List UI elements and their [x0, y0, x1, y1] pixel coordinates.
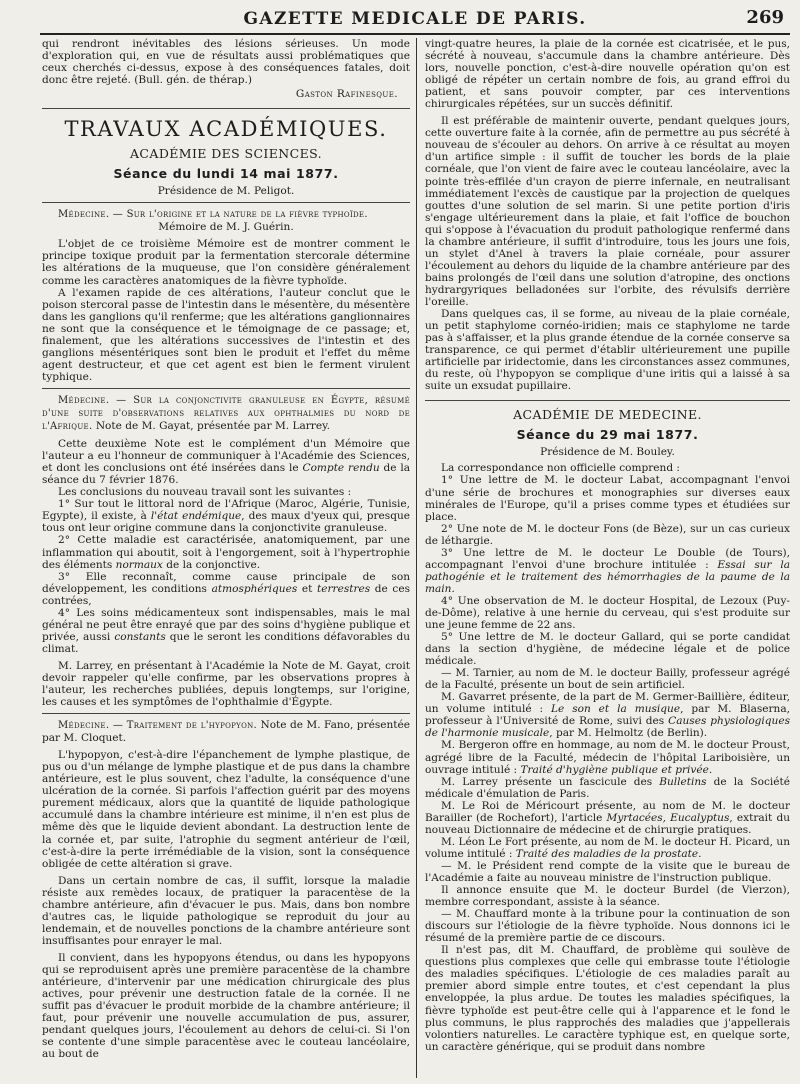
paragraph: Les conclusions du nouveau travail sont les suivantes :	[58, 486, 352, 499]
paragraph: 2° Cette maladie est caractérisée, anatomiquement, par une inflammation qui aboutit, soit à l'engorgement, soit à l'hypertrophie des éléments normaux de la conjonctive.	[42, 534, 410, 571]
paragraph: 1° Une lettre de M. le docteur Labat, accompagnant l'envoi d'une série de brochures et monographies sur diverses eaux minérales de l'Europe, qu'il a prises comme types et étudiées sur place.	[425, 474, 790, 523]
paragraph: 3° Elle reconnaît, comme cause principale de son développement, les conditions atmosphériques et terrestres de ces contrées,	[42, 570, 410, 607]
divider	[42, 388, 410, 389]
article-subheading: Note de M. Gayat, présentée par M. Larrey.	[95, 420, 330, 433]
paragraph: Il est préférable de maintenir ouverte, pendant quelques jours, cette ouverture faite à la cornée, afin de permettre au pus sécrété à nouveau de s'écouler au dehors. On arrive à ce résultat au moyen d'un artifice simple : il suffit de toucher les bords de la plaie cornéale, que l'on vient de faire avec le couteau lancéolaire, avec la pointe très-effilée d'un crayon de pierre infernale, en neutralisant immédiatement l'excès de caustique par la projection de quelques gouttes d'une solution de sel marin. Si une petite portion d'iris s'engage ultérieurement dans la plaie, et fait l'office de bouchon qui s'oppose à l'évacuation du produit pathologique renfermé dans la chambre antérieure, il suffit d'introduire, tous les jours une fois, un stylet d'Anel à travers la plaie cornéale, pour assurer l'écoulement au dehors du liquide de la chambre antérieure par des bains prolongés de l'œil dans une solution d'atropine, des onctions hydrargyriques belladonées sur l'orbite, des révulsifs derrière l'oreille.	[425, 115, 790, 308]
article-heading	[42, 719, 410, 744]
paragraph: M. Bergeron offre en hommage, au nom de M. le docteur Proust, agrégé libre de la Faculté, médecin de l'hôpital Lariboisière, un ouvrage intitulé : Traité d'hygiène publique et privée.	[425, 739, 790, 776]
paragraph: L'objet de ce troisième Mémoire est de montrer comment le principe toxique produit par la fermentation stercorale détermine les altérations de la muqueuse, que l'on considère généralement comme les caractères anatomiques de la fièvre typhoïde.	[42, 238, 410, 287]
session-heading: Séance du lundi 14 mai 1877.	[113, 166, 339, 182]
page-header	[40, 3, 790, 35]
paragraph: 3° Une lettre de M. le docteur Le Double (de Tours), accompagnant l'envoi d'une brochure intitulée : Essai sur la pathogénie et le traitement des hémorrhagies de la paume de la main.	[425, 546, 790, 595]
paragraph: 5° Une lettre de M. le docteur Gallard, qui se porte candidat dans la section d'hygiène, de médecine légale et de police médicale.	[425, 631, 790, 668]
article-label: Médecine. — Sur l'origine et la nature de la fièvre typhoïde.	[58, 209, 368, 221]
paragraph: — M. le Président rend compte de la visite que le bureau de l'Académie a faite au nouveau ministre de l'instruction publique.	[425, 859, 790, 884]
column-rule	[416, 38, 417, 1078]
divider	[42, 202, 410, 203]
intro-paragraph: qui rendront inévitables des lésions sérieuses. Un mode d'exploration qui, en vue de résultats aussi problématiques que ceux cherchés ci-dessus, expose à des conséquences fatales, doit donc être rejeté. (Bull. gén. de thérap.)	[42, 38, 410, 87]
paragraph: Dans quelques cas, il se forme, au niveau de la plaie cornéale, un petit staphylome cornéo-iridien; mais ce staphylome ne tarde pas à s'affaisser, et la plus grande étendue de la cornée conserve sa transparence, ce qui permet d'établir ultérieurement une pupille artificielle par iridectomie, dans les circonstances assez communes, du reste, où l'hypopyon se complique d'une iritis qui a laissé à sa suite un exsudat pupillaire.	[425, 308, 790, 393]
divider	[42, 108, 410, 109]
paragraph: M. Larrey présente un fascicule des Bulletins de la Société médicale d'émulation de Paris.	[425, 775, 790, 800]
paragraph: — M. Chauffard monte à la tribune pour la continuation de son discours sur l'étiologie de la fièvre typhoïde. Nous donnons ici le résumé de la première partie de ce discours.	[425, 908, 790, 945]
paragraph: 4° Les soins médicamenteux sont indispensables, mais le mal général ne peut être enrayé que par des soins d'hygiène publique et privée, aussi constants que le seront les conditions défavorables du climat.	[42, 606, 410, 655]
divider	[425, 400, 790, 401]
article-subheading: Note de M. Fano, présentée par M. Cloquet.	[42, 719, 410, 745]
presidence-line: Présidence de M. Peligot.	[157, 185, 295, 198]
paragraph: A l'examen rapide de ces altérations, l'auteur conclut que le poison stercoral passe de l'intestin dans le mésentère, du mésentère dans les ganglions qu'il renferme; que les altérations ganglionnaires ne sont que la conséquence et le témoignage de ce passage; et, finalement, que les altérations successives de l'intestin et des ganglions mésentériques sont bien le produit et l'effet du même agent destructeur, et que cet agent est bien le ferment virulent typhique.	[42, 286, 410, 383]
session-heading: Séance du 29 mai 1877.	[516, 427, 699, 443]
journal-title: GAZETTE MEDICALE DE PARIS.	[243, 9, 587, 29]
academy-heading: ACADÉMIE DES SCIENCES.	[130, 146, 322, 162]
section-title: TRAVAUX ACADÉMIQUES.	[64, 117, 388, 142]
article-heading	[42, 208, 410, 221]
paragraph: 4° Une observation de M. le docteur Hospital, de Lezoux (Puy-de-Dôme), relative à une hernie du cerveau, qui s'est produite sur une jeune femme de 22 ans.	[425, 594, 790, 632]
intro-signature: Gaston Rafinesque.	[295, 88, 398, 101]
right-column	[425, 38, 790, 1078]
paragraph: Il annonce ensuite que M. le docteur Burdel (de Vierzon), membre correspondant, assiste à la séance.	[425, 884, 790, 909]
paragraph: vingt-quatre heures, la plaie de la cornée est cicatrisée, et le pus, sécrété à nouveau, s'accumule dans la chambre antérieure. Dès lors, nouvelle ponction, c'est-à-dire nouvelle opération qu'on est obligé de répéter un certain nombre de fois, au grand effroi du patient, et sans pouvoir compter, par ces interventions chirurgicales répétées, sur un succès définitif.	[425, 38, 790, 111]
left-column	[42, 38, 410, 1078]
article-subheading: Mémoire de M. J. Guérin.	[158, 221, 294, 234]
paragraph: La correspondance non officielle comprend :	[441, 462, 680, 475]
paragraph: M. Le Roi de Méricourt présente, au nom de M. le docteur Barailler (de Rochefort), l'article Myrtacées, Eucalyptus, extrait du nouveau Dictionnaire de médecine et de chirurgie pratiques.	[425, 799, 790, 836]
article-heading	[42, 394, 410, 433]
paragraph: Il n'est pas, dit M. Chauffard, de problème qui soulève de questions plus complexes que celle qui embrasse toute l'étiologie des maladies spécifiques. L'étiologie de ces maladies paraît au premier abord simple entre toutes, et c'est cependant la plus enveloppée, la plus ardue. De toutes les maladies spécifiques, la fièvre typhoïde est peut-être celle qui à l'apparence et le fond le plus communs, le plus rapprochés des maladies que j'appellerais volontiers naturelles. Le caractère typhique est, en quelque sorte, un caractère générique, qui se produit dans nombre	[425, 944, 790, 1053]
paragraph: Il convient, dans les hypopyons étendus, ou dans les hypopyons qui se reproduisent après une première paracentèse de la chambre antérieure, d'intervenir par une médication chirurgicale des plus actives, pour prévenir une destruction fatale de la cornée. Il ne suffit pas d'évacuer le produit morbide de la chambre antérieure; il faut, pour prévenir une nouvelle accumulation de pus, assurer, pendant quelques jours, l'écoulement au dehors de celui-ci. Si l'on se contente d'une simple paracentèse avec le couteau lancéolaire, au bout de	[42, 951, 410, 1061]
paragraph: M. Larrey, en présentant à l'Académie la Note de M. Gayat, croit devoir rappeler qu'elle confirme, par les observations propres à l'auteur, les recherches publiées, depuis longtemps, sur l'origine, les causes et les symptômes de l'ophthalmie d'Égypte.	[42, 659, 410, 709]
paragraph: Dans un certain nombre de cas, il suffit, lorsque la maladie résiste aux remèdes locaux, de pratiquer la paracentèse de la chambre antérieure, afin d'évacuer le pus. Mais, dans bon nombre d'autres cas, le liquide pathologique se reproduit du jour au lendemain, et de nouvelles ponctions de la chambre antérieure sont insuffisantes pour enrayer le mal.	[42, 874, 410, 947]
article-label: Médecine. — Traitement de l'hypopyon.	[58, 720, 258, 732]
paragraph: 2° Une note de M. le docteur Fons (de Bèze), sur un cas curieux de léthargie.	[425, 522, 790, 547]
paragraph: — M. Tarnier, au nom de M. le docteur Bailly, professeur agrégé de la Faculté, présente un bout de sein artificiel.	[425, 667, 790, 692]
divider	[42, 713, 410, 714]
paragraph: M. Léon Le Fort présente, au nom de M. le docteur H. Picard, un volume intitulé : Traité des maladies de la prostate.	[425, 835, 790, 860]
paragraph: L'hypopyon, c'est-à-dire l'épanchement de lymphe plastique, de pus ou d'un mélange de lymphe plastique et de pus dans la chambre antérieure, est le plus souvent, chez l'adulte, la conséquence d'une ulcération de la cornée. Si parfois l'affection guérit par des moyens purement médicaux, alors que la quantité de liquide pathologique accumulé dans la chambre intérieure est minime, il n'en est plus de même dès que le liquide devient abondant. La destruction lente de la cornée et, par suite, l'atrophie du segment antérieur de l'œil, c'est-à-dire la perte irrémédiable de la vision, sont la conséquence obligée de cette altération si grave.	[42, 749, 410, 870]
paragraph: M. Gavarret présente, de la part de M. Germer-Baillière, éditeur, un volume intitulé : Le son et la musique, par M. Blaserna, professeur à l'Université de Rome, suivi des Causes physiologiques de l'harmonie musicale, par M. Helmoltz (de Berlin).	[425, 691, 790, 740]
article-label: Médecine. — Sur la conjonctivite granuleuse en Égypte, résumé d'une suite d'observations relatives aux ophthalmies du nord de l'Afrique.	[42, 394, 410, 433]
presidence-line: Présidence de M. Bouley.	[540, 446, 675, 459]
paragraph: 1° Sur tout le littoral nord de l'Afrique (Maroc, Algérie, Tunisie, Egypte), il existe, à l'état endémique, des maux d'yeux qui, presque tous ont leur origine commune dans la conjonctivite granuleuse.	[42, 498, 410, 535]
page-number: 269	[746, 7, 784, 28]
academy-heading: ACADÉMIE DE MEDECINE.	[513, 407, 702, 423]
paragraph: Cette deuxième Note est le complément d'un Mémoire que l'auteur a eu l'honneur de communiquer à l'Académie des Sciences, et dont les conclusions ont été insérées dans le Compte rendu de la séance du 7 février 1876.	[42, 438, 410, 487]
